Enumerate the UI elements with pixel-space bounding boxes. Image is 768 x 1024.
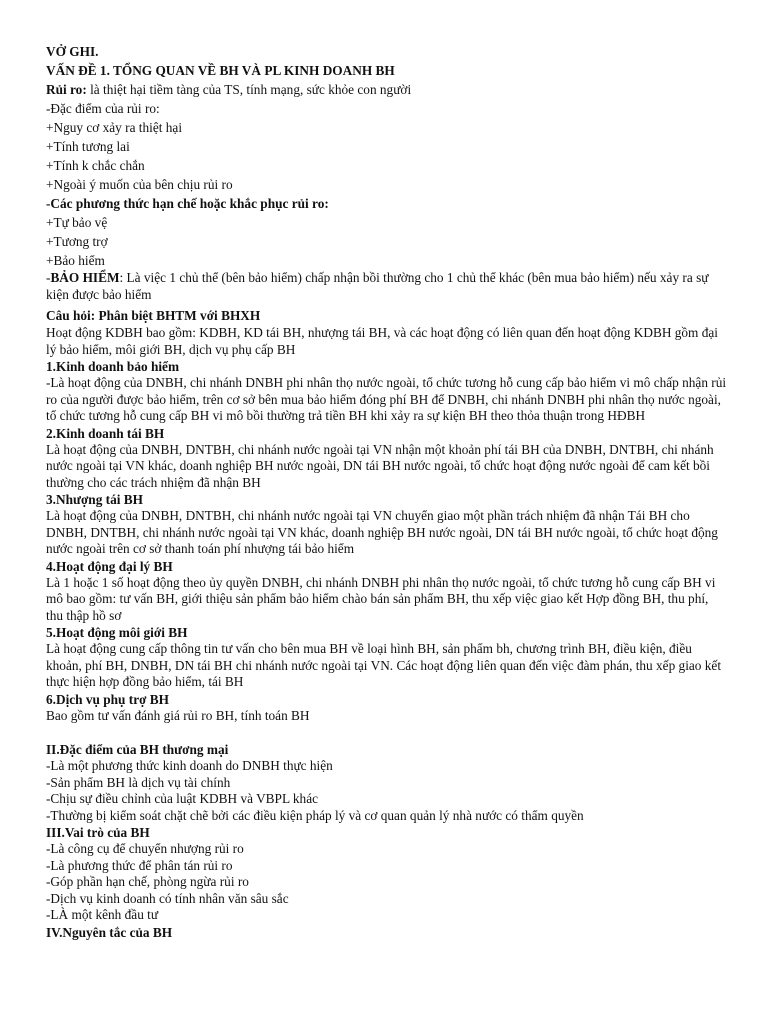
section-3-item: -Là phương thức để phân tán rủi ro (46, 857, 233, 873)
activity-heading: 4.Hoạt động đại lý BH (46, 558, 173, 574)
risk-feature-item: +Tính k chắc chắn (46, 158, 145, 173)
insurance-definition (46, 270, 728, 303)
section-3-heading: III.Vai trò của BH (46, 825, 150, 840)
activity-heading: 5.Hoạt động môi giới BH (46, 625, 188, 640)
activity-text: Bao gồm tư vấn đánh giá rủi ro BH, tính toán BH (46, 707, 310, 723)
section-2-heading: II.Đặc điểm của BH thương mại (46, 742, 229, 757)
insurance-prefix: - (46, 270, 51, 285)
activity-text: Là 1 hoặc 1 số hoạt động theo ủy quyền DNBH, chi nhánh DNBH phi nhân thọ nước ngoài, tổ chức tương hỗ cung cấp BH vi mô bao gồm: tư vấn BH, giới thiệu sản phẩm bảo hiểm chào bán sản phẩm BH, thu xếp việc giao kết Hợp đồng BH, thu phí, thu thập hồ sơ (46, 574, 716, 623)
activity-heading: 1.Kinh doanh bảo hiểm (46, 359, 180, 374)
section-1-heading: VẤN ĐỀ 1. TỔNG QUAN VỀ BH VÀ PL KINH DOANH BH (46, 63, 395, 78)
kdbh-intro: Hoạt động KDBH bao gồm: KDBH, KD tái BH, nhượng tái BH, và các hoạt động có liên quan đến hoạt động KDBH gồm đại lý bảo hiểm, môi giới BH, dịch vụ phụ cấp BH (46, 325, 718, 357)
section-3-item: -LÀ một kênh đầu tư (46, 907, 159, 922)
risk-feature-item: +Nguy cơ xảy ra thiệt hại (46, 120, 183, 135)
insurance-text: : Là việc 1 chủ thể (bên bảo hiểm) chấp nhận bồi thường cho 1 chủ thể khác (bên mua bảo hiểm) nếu xảy ra sự kiện được bảo hiểm (46, 270, 709, 302)
spacer (46, 724, 728, 741)
section-2-item: -Thường bị kiểm soát chặt chẽ bởi các điều kiện pháp lý và cơ quan quản lý nhà nước có thẩm quyền (46, 807, 584, 823)
section-2-item: -Chịu sự điều chỉnh của luật KDBH và VBPL khác (46, 791, 318, 806)
section-2-item: -Là một phương thức kinh doanh do DNBH thực hiện (46, 758, 333, 773)
activity-text: Là hoạt động của DNBH, DNTBH, chi nhánh nước ngoài tại VN chuyển giao một phần trách nhiệm đã nhận Tái BH cho DNBH, DNTBH, chi nhánh nước ngoài tại VN khác, doanh nghiệp BH nước ngoài, DN tái BH nước ngoài, tổ chức hoạt động nước ngoài trên cơ sở thanh toán phí nhượng tái bảo hiểm (46, 508, 718, 556)
activity-text: Là hoạt động cung cấp thông tin tư vấn cho bên mua BH về loại hình BH, sản phẩm bh, chương trình BH, điều kiện, điều khoản, phí BH, DNBH, DN tái BH chi nhánh nước ngoài tại VN. Các hoạt động liên quan đến việc đàm phán, thu xếp giao kết thực hiện hợp đồng bảo hiểm, tái BH (46, 641, 722, 689)
section-3-item: -Là công cụ để chuyển nhượng rủi ro (46, 841, 244, 856)
risk-text: là thiệt hại tiềm tàng của TS, tính mạng, sức khỏe con người (86, 82, 412, 97)
risk-features-heading: -Đặc điểm của rủi ro: (46, 101, 160, 116)
activity-heading: 6.Dịch vụ phụ trợ BH (46, 691, 169, 707)
risk-definition (46, 80, 728, 99)
section-2-item: -Sản phẩm BH là dịch vụ tài chính (46, 774, 231, 790)
insurance-term: BẢO HIỂM (50, 270, 120, 285)
question-heading: Câu hỏi: Phân biệt BHTM với BHXH (46, 308, 261, 323)
section-4-heading: IV.Nguyên tắc của BH (46, 924, 173, 940)
risk-feature-item: +Tính tương lai (46, 139, 130, 154)
risk-feature-item: +Ngoài ý muốn của bên chịu rủi ro (46, 177, 233, 192)
section-3-item: -Dịch vụ kinh doanh có tính nhân văn sâu sắc (46, 890, 289, 906)
activity-heading: 2.Kinh doanh tái BH (46, 425, 165, 441)
section-3-item: -Góp phần hạn chế, phòng ngừa rủi ro (46, 874, 249, 889)
activity-text: -Là hoạt động của DNBH, chi nhánh DNBH phi nhân thọ nước ngoài, tổ chức tương hỗ cung cấp bảo hiểm vi mô chấp nhận rủi ro của người được bảo hiểm, trên cơ sở bên mua bảo hiểm đóng phí BH để DNBH, chi nhánh DNBH phi nhân thọ nước ngoài, tổ chức tương hỗ cung cấp BH vi mô bồi thường trả tiền BH khi xảy ra sự kiện BH theo thỏa thuận trong HĐBH (46, 375, 727, 423)
methods-heading: -Các phương thức hạn chế hoặc khắc phục rủi ro: (46, 196, 329, 211)
method-item: +Bảo hiểm (46, 253, 105, 268)
activity-text: Là hoạt động của DNBH, DNTBH, chi nhánh nước ngoài tại VN nhận một khoản phí tái BH của DNBH, DNTBH, chi nhánh nước ngoài tại VN khác, doanh nghiệp BH nước ngoài, DN tái BH nước ngoài, tổ chức hoạt động nước ngoài để cam kết bồi thường cho các trách nhiệm đã nhận BH (46, 441, 714, 490)
method-item: +Tương trợ (46, 234, 108, 249)
activity-heading: 3.Nhượng tái BH (46, 492, 143, 507)
method-item: +Tự bảo vệ (46, 215, 108, 230)
document-title: VỞ GHI. (46, 44, 99, 59)
risk-term: Rủi ro: (46, 82, 87, 97)
